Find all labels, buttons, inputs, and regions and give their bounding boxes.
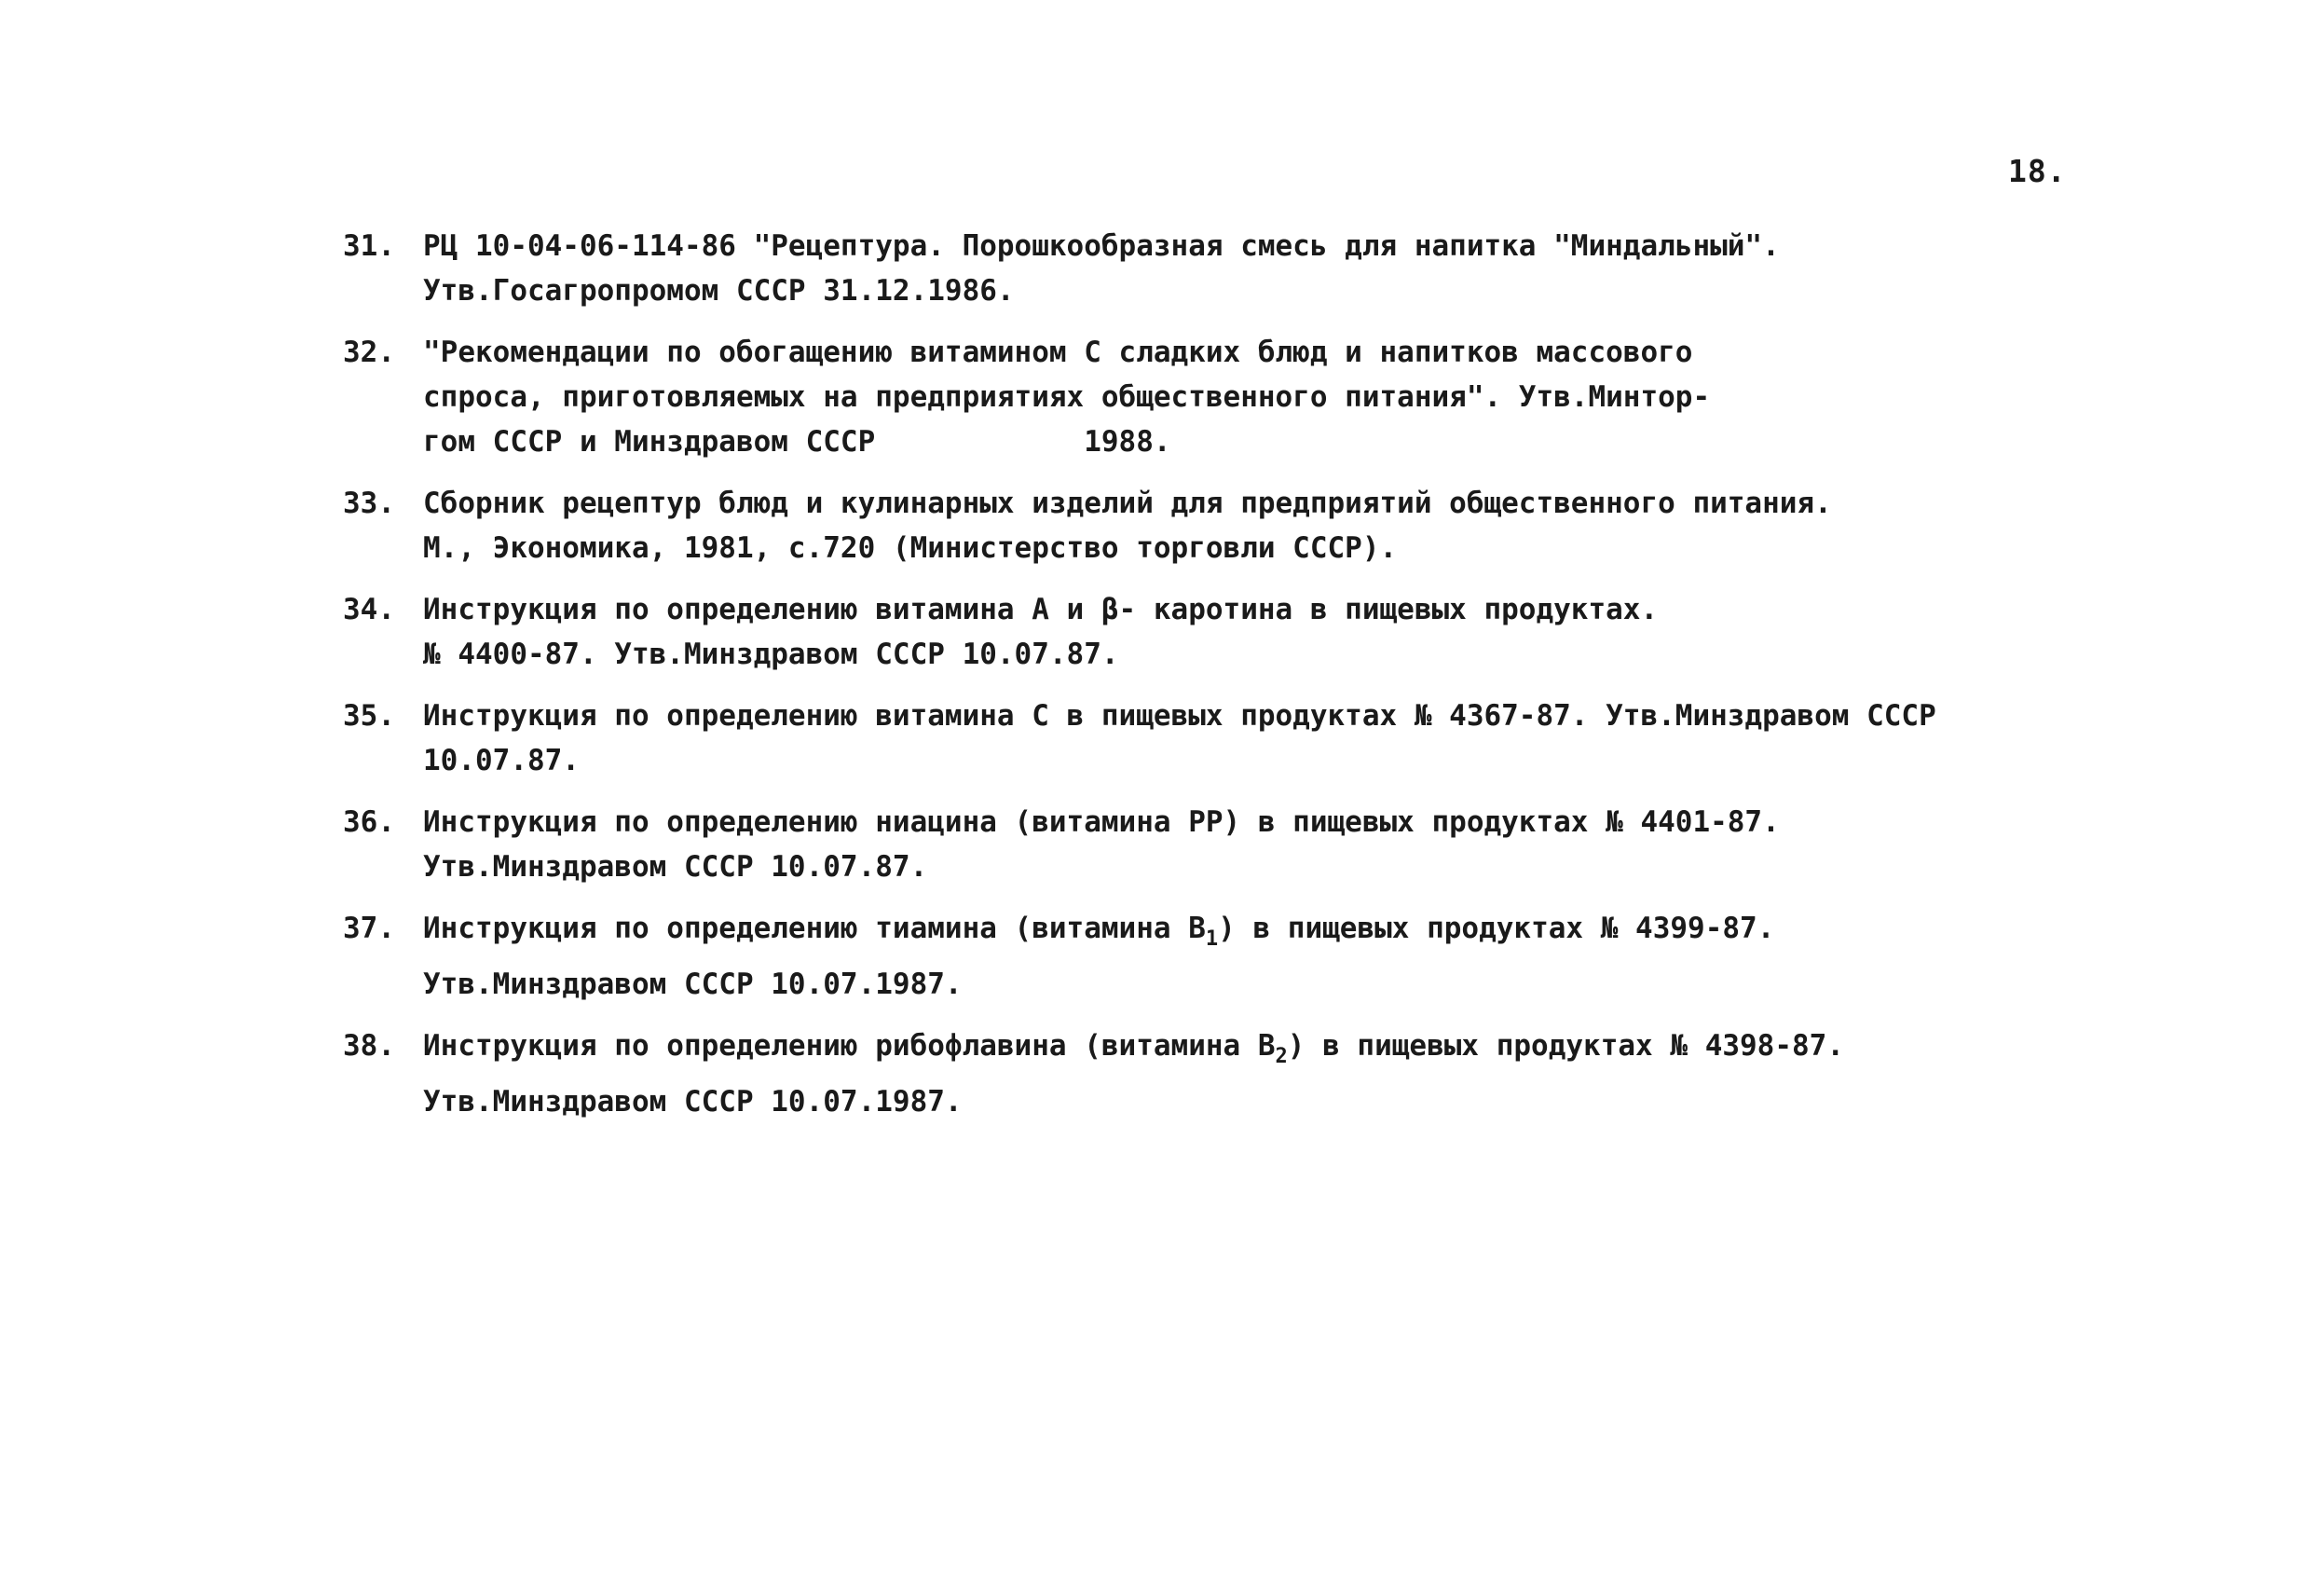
reference-text-line xyxy=(423,906,2039,962)
reference-text-segment: Инструкция по определению тиамина (витамина В xyxy=(423,912,1206,945)
reference-number: 33. xyxy=(343,487,395,520)
reference-text-line: М., Экономика, 1981, с.720 (Министерство торговли СССР). xyxy=(423,531,1398,565)
reference-text-segment: ) в пищевых продуктах № 4399-87. xyxy=(1218,912,1775,945)
reference-number: 37. xyxy=(343,912,395,945)
reference-text-line: РЦ 10-04-06-114-86 "Рецептура. Порошкообразная смесь для напитка "Миндальный". xyxy=(423,229,1780,263)
subscript: 1 xyxy=(1205,927,1219,951)
reference-text-line: гом СССР и Минздравом СССР 1988. xyxy=(423,425,1171,459)
reference-text-line: "Рекомендации по обогащению витамином С сладких блюд и напитков массового xyxy=(423,336,1693,369)
reference-number: 31. xyxy=(343,229,395,263)
reference-text-line: Утв.Госагропромом СССР 31.12.1986. xyxy=(423,274,1015,308)
reference-text-line: № 4400-87. Утв.Минздравом СССР 10.07.87. xyxy=(423,638,1119,671)
reference-item-33 xyxy=(343,481,2039,570)
reference-text-line: Инструкция по определению ниацина (витамина РР) в пищевых продуктах № 4401-87. xyxy=(423,805,1780,839)
reference-text-segment: ) в пищевых продуктах № 4398-87. xyxy=(1287,1029,1844,1063)
reference-text-line: 10.07.87. xyxy=(423,744,580,777)
reference-number: 36. xyxy=(343,805,395,839)
subscript: 2 xyxy=(1275,1045,1288,1068)
reference-text-line xyxy=(423,1023,2039,1079)
reference-item-31 xyxy=(343,224,2039,313)
reference-item-35 xyxy=(343,693,2039,783)
reference-item-37 xyxy=(343,906,2039,1007)
reference-text-line: Утв.Минздравом СССР 10.07.87. xyxy=(423,850,928,884)
reference-text-line: Инструкция по определению витамина С в пищевых продуктах № 4367-87. Утв.Минздравом СССР xyxy=(423,699,1936,733)
reference-list xyxy=(343,224,2039,1141)
reference-text-line: Утв.Минздравом СССР 10.07.1987. xyxy=(423,1085,963,1119)
reference-number: 38. xyxy=(343,1029,395,1063)
reference-item-38 xyxy=(343,1023,2039,1124)
reference-item-32 xyxy=(343,330,2039,464)
page-number: 18. xyxy=(2008,153,2067,189)
reference-number: 35. xyxy=(343,699,395,733)
reference-text-segment: Инструкция по определению рибофлавина (витамина В xyxy=(423,1029,1276,1063)
reference-number: 34. xyxy=(343,593,395,626)
reference-text-line: Утв.Минздравом СССР 10.07.1987. xyxy=(423,968,963,1001)
reference-item-36 xyxy=(343,800,2039,889)
reference-text-line: Инструкция по определению витамина А и β- каротина в пищевых продуктах. xyxy=(423,593,1659,626)
reference-item-34 xyxy=(343,587,2039,677)
reference-text-line: Сборник рецептур блюд и кулинарных изделий для предприятий общественного питания. xyxy=(423,487,1832,520)
reference-text-line: спроса, приготовляемых на предприятиях общественного питания". Утв.Минтор- xyxy=(423,380,1711,414)
reference-number: 32. xyxy=(343,336,395,369)
